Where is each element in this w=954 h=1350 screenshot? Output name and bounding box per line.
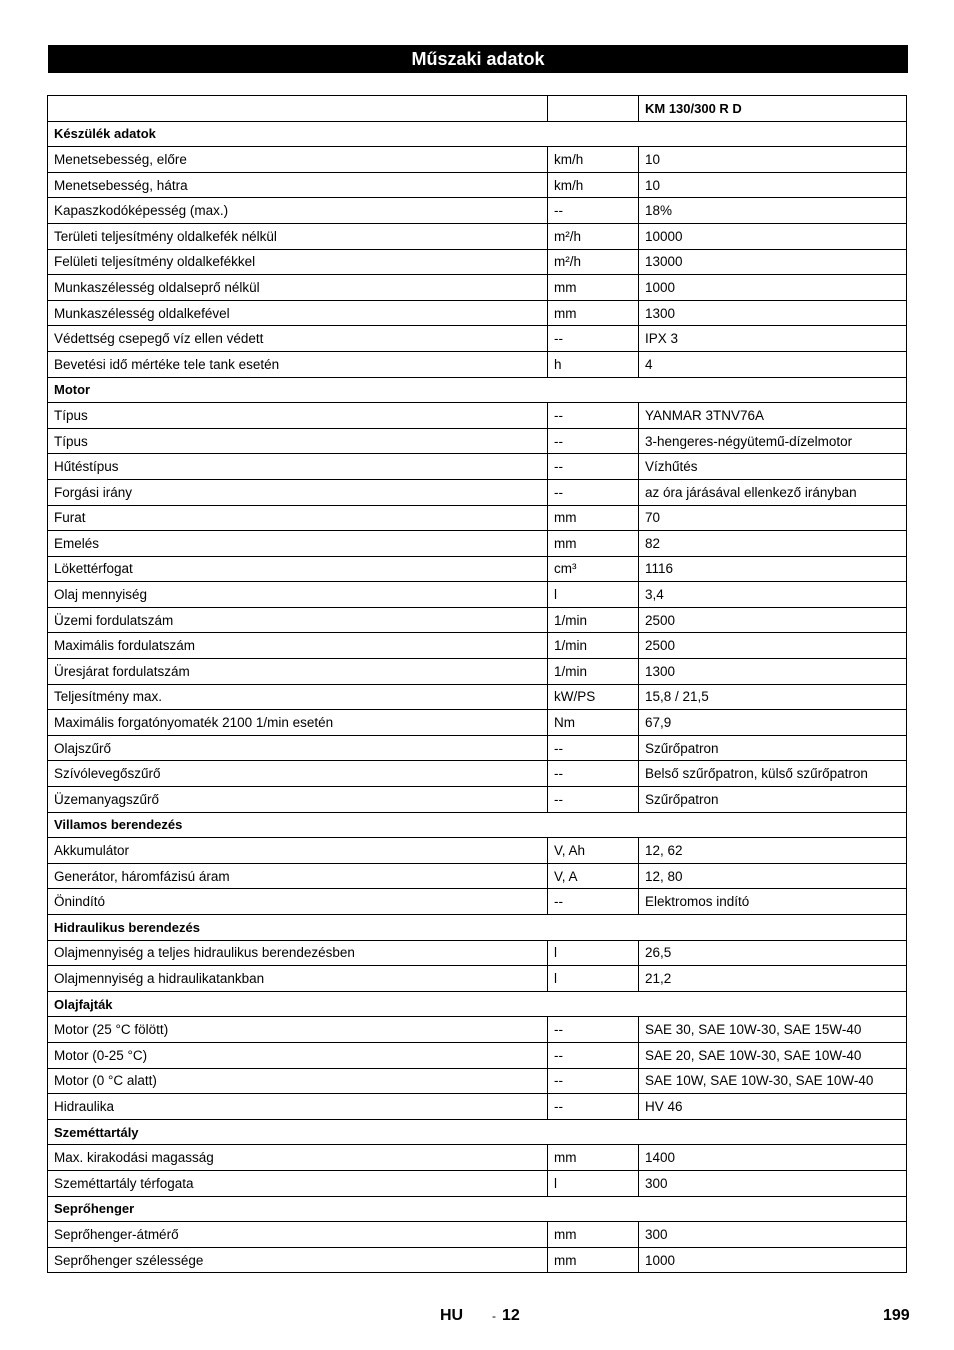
section-heading: Hidraulikus berendezés: [48, 915, 907, 941]
spec-value: 1400: [639, 1145, 907, 1171]
spec-label: Szeméttartály térfogata: [48, 1170, 548, 1196]
spec-label: Seprőhenger-átmérő: [48, 1222, 548, 1248]
section-row: [48, 991, 907, 1017]
spec-value: 67,9: [639, 710, 907, 736]
spec-label: Üzemanyagszűrő: [48, 787, 548, 813]
spec-value: 18%: [639, 198, 907, 224]
spec-label: Típus: [48, 403, 548, 429]
spec-label: Maximális fordulatszám: [48, 633, 548, 659]
table-row: [48, 582, 907, 608]
section-row: [48, 1119, 907, 1145]
spec-unit: 1/min: [548, 607, 639, 633]
table-row: [48, 223, 907, 249]
spec-unit: l: [548, 582, 639, 608]
spec-value: 1300: [639, 300, 907, 326]
model-name: KM 130/300 R D: [639, 96, 907, 122]
spec-value: 2500: [639, 633, 907, 659]
spec-value: 300: [639, 1170, 907, 1196]
spec-unit: cm³: [548, 556, 639, 582]
spec-label: Olajmennyiség a teljes hidraulikus berendezésben: [48, 940, 548, 966]
spec-value: 2500: [639, 607, 907, 633]
spec-value: 13000: [639, 249, 907, 275]
spec-label: Hidraulika: [48, 1094, 548, 1120]
spec-value: 3-hengeres-négyütemű-dízelmotor: [639, 428, 907, 454]
spec-label: Menetsebesség, előre: [48, 147, 548, 173]
section-row: [48, 915, 907, 941]
table-row: [48, 761, 907, 787]
table-row: [48, 479, 907, 505]
table-row: [48, 633, 907, 659]
spec-unit: Nm: [548, 710, 639, 736]
table-row: [48, 249, 907, 275]
spec-unit: V, A: [548, 863, 639, 889]
spec-label: Menetsebesség, hátra: [48, 172, 548, 198]
spec-value: 82: [639, 531, 907, 557]
spec-value: 1000: [639, 275, 907, 301]
table-row: [48, 505, 907, 531]
spec-value: 1000: [639, 1247, 907, 1273]
section-heading: Olajfajták: [48, 991, 907, 1017]
spec-label: Bevetési idő mértéke tele tank esetén: [48, 351, 548, 377]
spec-label: Emelés: [48, 531, 548, 557]
table-row: [48, 966, 907, 992]
spec-value: 300: [639, 1222, 907, 1248]
spec-unit: --: [548, 1042, 639, 1068]
spec-label: Típus: [48, 428, 548, 454]
table-row: [48, 1068, 907, 1094]
spec-value: Vízhűtés: [639, 454, 907, 480]
spec-label: Generátor, háromfázisú áram: [48, 863, 548, 889]
table-row: [48, 684, 907, 710]
spec-unit: kW/PS: [548, 684, 639, 710]
spec-label: Seprőhenger szélessége: [48, 1247, 548, 1273]
table-row: [48, 735, 907, 761]
spec-value: SAE 10W, SAE 10W-30, SAE 10W-40: [639, 1068, 907, 1094]
spec-unit: km/h: [548, 172, 639, 198]
table-row: [48, 1017, 907, 1043]
spec-unit: 1/min: [548, 633, 639, 659]
spec-value: az óra járásával ellenkező irányban: [639, 479, 907, 505]
spec-unit: V, Ah: [548, 838, 639, 864]
table-row: [48, 428, 907, 454]
spec-unit: --: [548, 326, 639, 352]
spec-label: Maximális forgatónyomaték 2100 1/min esetén: [48, 710, 548, 736]
table-row: [48, 863, 907, 889]
spec-label: Üresjárat fordulatszám: [48, 659, 548, 685]
spec-unit: l: [548, 1170, 639, 1196]
spec-unit: mm: [548, 1145, 639, 1171]
table-row: [48, 1042, 907, 1068]
table-row: [48, 531, 907, 557]
spec-unit: --: [548, 403, 639, 429]
table-row: [48, 710, 907, 736]
table-row: [48, 1145, 907, 1171]
spec-unit: --: [548, 735, 639, 761]
spec-value: 70: [639, 505, 907, 531]
spec-unit: --: [548, 1094, 639, 1120]
spec-label: Motor (0-25 °C): [48, 1042, 548, 1068]
spec-label: Teljesítmény max.: [48, 684, 548, 710]
spec-unit: --: [548, 428, 639, 454]
spec-value: 26,5: [639, 940, 907, 966]
spec-label: Önindító: [48, 889, 548, 915]
spec-label: Kapaszkodóképesség (max.): [48, 198, 548, 224]
spec-unit: mm: [548, 275, 639, 301]
spec-value: Belső szűrőpatron, külső szűrőpatron: [639, 761, 907, 787]
spec-label: Területi teljesítmény oldalkefék nélkül: [48, 223, 548, 249]
spec-value: 10000: [639, 223, 907, 249]
spec-unit: mm: [548, 1247, 639, 1273]
spec-value: 15,8 / 21,5: [639, 684, 907, 710]
table-row: [48, 198, 907, 224]
spec-value: SAE 20, SAE 10W-30, SAE 10W-40: [639, 1042, 907, 1068]
spec-unit: mm: [548, 531, 639, 557]
page-number: 199: [883, 1307, 910, 1324]
spec-label: Védettség csepegő víz ellen védett: [48, 326, 548, 352]
table-row: [48, 403, 907, 429]
table-row: [48, 454, 907, 480]
spec-label: Munkaszélesség oldalkefével: [48, 300, 548, 326]
spec-unit: --: [548, 1017, 639, 1043]
header-unit-cell: [548, 96, 639, 122]
spec-label: Forgási irány: [48, 479, 548, 505]
spec-label: Akkumulátor: [48, 838, 548, 864]
spec-label: Olajszűrő: [48, 735, 548, 761]
spec-unit: mm: [548, 1222, 639, 1248]
spec-unit: --: [548, 1068, 639, 1094]
spec-unit: --: [548, 454, 639, 480]
specs-table-body: [48, 96, 907, 1273]
spec-value: SAE 30, SAE 10W-30, SAE 15W-40: [639, 1017, 907, 1043]
footer-dash: -: [492, 1309, 496, 1323]
section-heading: Villamos berendezés: [48, 812, 907, 838]
table-row: [48, 659, 907, 685]
table-row: [48, 351, 907, 377]
table-row: [48, 326, 907, 352]
spec-value: Szűrőpatron: [639, 787, 907, 813]
table-row: [48, 940, 907, 966]
spec-label: Hűtéstípus: [48, 454, 548, 480]
spec-label: Üzemi fordulatszám: [48, 607, 548, 633]
spec-unit: mm: [548, 300, 639, 326]
spec-unit: --: [548, 198, 639, 224]
spec-label: Motor (25 °C fölött): [48, 1017, 548, 1043]
spec-unit: --: [548, 479, 639, 505]
table-row: [48, 556, 907, 582]
section-heading: Szeméttartály: [48, 1119, 907, 1145]
table-row: [48, 1247, 907, 1273]
table-row: [48, 1094, 907, 1120]
spec-unit: --: [548, 889, 639, 915]
section-row: [48, 1196, 907, 1222]
section-row: [48, 377, 907, 403]
spec-value: Elektromos indító: [639, 889, 907, 915]
page-title: Műszaki adatok: [48, 45, 908, 73]
table-row: [48, 607, 907, 633]
spec-value: 1116: [639, 556, 907, 582]
section-heading: Készülék adatok: [48, 121, 907, 147]
header-row: [48, 96, 907, 122]
spec-value: HV 46: [639, 1094, 907, 1120]
spec-value: 10: [639, 172, 907, 198]
spec-value: 12, 80: [639, 863, 907, 889]
spec-value: YANMAR 3TNV76A: [639, 403, 907, 429]
spec-value: 10: [639, 147, 907, 173]
table-row: [48, 147, 907, 173]
footer-section-number: 12: [502, 1307, 520, 1324]
spec-unit: h: [548, 351, 639, 377]
spec-label: Max. kirakodási magasság: [48, 1145, 548, 1171]
spec-unit: --: [548, 761, 639, 787]
spec-label: Motor (0 °C alatt): [48, 1068, 548, 1094]
specs-table: [47, 95, 907, 1273]
spec-unit: m²/h: [548, 249, 639, 275]
spec-unit: l: [548, 940, 639, 966]
table-row: [48, 300, 907, 326]
spec-label: Olaj mennyiség: [48, 582, 548, 608]
section-row: [48, 121, 907, 147]
spec-value: Szűrőpatron: [639, 735, 907, 761]
table-row: [48, 1170, 907, 1196]
table-row: [48, 838, 907, 864]
spec-value: 4: [639, 351, 907, 377]
table-row: [48, 787, 907, 813]
footer-language: HU: [440, 1307, 464, 1324]
spec-value: 3,4: [639, 582, 907, 608]
spec-label: Szívólevegőszűrő: [48, 761, 548, 787]
spec-unit: l: [548, 966, 639, 992]
spec-value: 1300: [639, 659, 907, 685]
table-row: [48, 1222, 907, 1248]
table-row: [48, 889, 907, 915]
spec-value: 12, 62: [639, 838, 907, 864]
spec-value: IPX 3: [639, 326, 907, 352]
section-heading: Seprőhenger: [48, 1196, 907, 1222]
spec-unit: m²/h: [548, 223, 639, 249]
table-row: [48, 275, 907, 301]
section-heading: Motor: [48, 377, 907, 403]
spec-label: Munkaszélesség oldalseprő nélkül: [48, 275, 548, 301]
spec-unit: --: [548, 787, 639, 813]
header-empty-cell: [48, 96, 548, 122]
spec-label: Felületi teljesítmény oldalkefékkel: [48, 249, 548, 275]
spec-label: Furat: [48, 505, 548, 531]
spec-value: 21,2: [639, 966, 907, 992]
spec-label: Lökettérfogat: [48, 556, 548, 582]
spec-unit: km/h: [548, 147, 639, 173]
spec-unit: mm: [548, 505, 639, 531]
section-row: [48, 812, 907, 838]
table-row: [48, 172, 907, 198]
spec-unit: 1/min: [548, 659, 639, 685]
spec-label: Olajmennyiség a hidraulikatankban: [48, 966, 548, 992]
